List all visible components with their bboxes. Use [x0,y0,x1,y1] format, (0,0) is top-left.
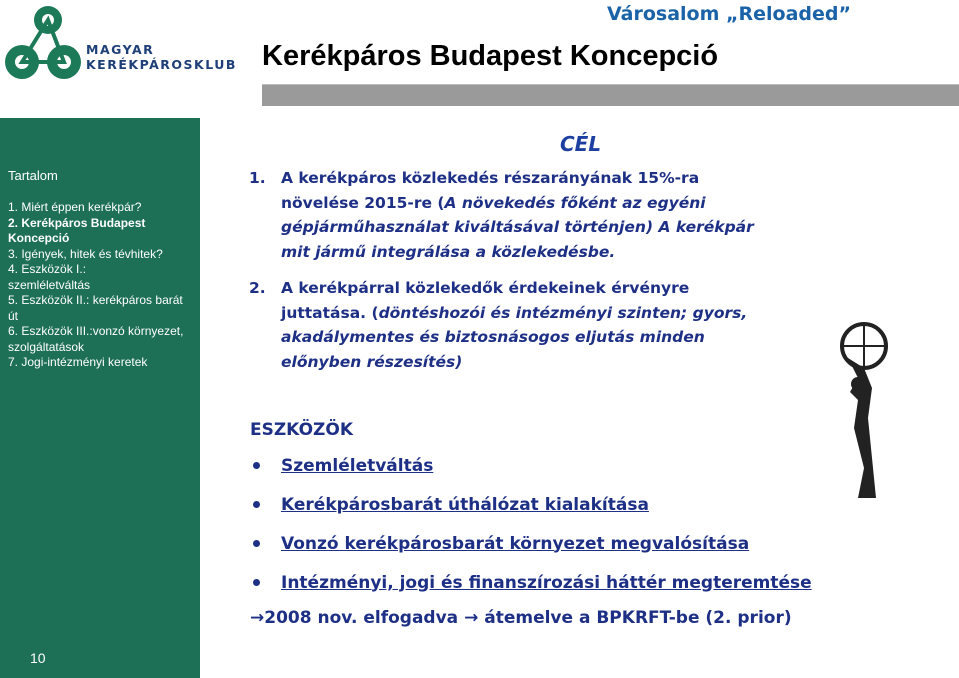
presentation-subtitle: Városalom „Reloaded” [607,3,851,25]
toc-item-3[interactable]: 3. Igények, hitek és tévhitek? [8,246,163,261]
logo-line-2: KERÉKPÁROSKLUB [86,57,237,72]
goal-2-line-4: előnyben részesítés) [281,352,463,371]
adoption-note [250,608,792,628]
tool-item-1 [250,446,812,485]
toc-item-6[interactable]: 6. Eszközök III.:vonzó környezet, szolgáltatások [8,324,184,354]
arrow-right-icon: → [464,608,479,628]
adoption-note-part-2: átemelve a BPKRFT-be (2. prior) [484,608,792,628]
goal-1-line-1: A kerékpáros közlekedés részarányának 15%-ra [281,169,700,187]
footer-date: 2010 február 6. [387,659,493,673]
goal-1-line-2: növelése 2015-re ( [281,193,445,212]
cyclist-silhouette-icon [828,318,888,498]
goal-2-number: 2. [249,279,266,297]
bullet-icon [253,462,260,469]
goal-1-number: 1. [249,169,266,187]
bicycle-club-logo-icon [4,4,82,84]
tools-list [250,446,812,602]
title-underline-bar [262,84,959,106]
slide-title: Kerékpáros Budapest Koncepció [262,40,719,72]
tool-link-2[interactable]: Kerékpárosbarát úthálózat kialakítása [281,494,649,515]
adoption-note-part-1: 2008 nov. elfogadva [264,608,459,628]
goal-1-line-4: mit jármű integrálása a közlekedésbe. [281,242,616,261]
toc-item-2[interactable]: 2. Kerékpáros Budapest Koncepció [8,215,146,245]
logo-line-1: MAGYAR [86,42,155,57]
tool-item-4 [250,563,812,602]
tool-item-2 [250,485,812,524]
goal-2-line-2: juttatása. ( [281,303,379,322]
footer-author: László János [864,659,947,673]
toc-item-4[interactable]: 4. Eszközök I.: [8,262,87,276]
sidebar-title: Tartalom [8,168,58,183]
sidebar-toc [8,200,196,371]
tool-link-4[interactable]: Intézményi, jogi és finanszírozási háttér megteremtése [281,572,812,593]
tool-link-3[interactable]: Vonzó kerékpárosbarát környezet megvalósítása [281,533,750,554]
tools-heading: ESZKÖZÖK [250,420,353,440]
bullet-icon [253,540,260,547]
goal-item-1 [249,166,909,264]
arrow-right-icon: → [250,608,265,628]
sidebar [0,118,200,678]
goal-item-2 [249,276,909,374]
tool-link-1[interactable]: Szemléletváltás [281,455,434,476]
goal-1-line-3: gépjárműhasználat kiváltásával történjen) A kerékpár [281,218,754,236]
slide-header [0,0,959,112]
toc-item-5[interactable]: 5. Eszközök II.: kerékpáros barát út [8,293,183,323]
toc-item-1[interactable]: 1. Miért éppen kerékpár? [8,200,142,214]
goal-heading: CÉL [560,132,602,156]
bullet-icon [253,579,260,586]
goal-2-line-3: akadálymentes és biztosnásogos eljutás minden [281,328,705,346]
goal-2-line-2-italic: döntéshozói és intézményi szinten; gyors, [378,303,748,322]
club-logo-text [86,42,237,72]
goal-2-line-1: A kerékpárral közlekedők érdekeinek érvényre [281,279,690,297]
slide-number: 10 [30,650,46,666]
bullet-icon [253,501,260,508]
goal-1-line-2-italic: A növekedés főként az egyéni [444,193,706,212]
toc-item-7[interactable]: 7. Jogi-intézményi keretek [8,355,148,369]
tool-item-3 [250,524,812,563]
toc-item-4-cont[interactable]: szemléletváltás [8,277,91,292]
